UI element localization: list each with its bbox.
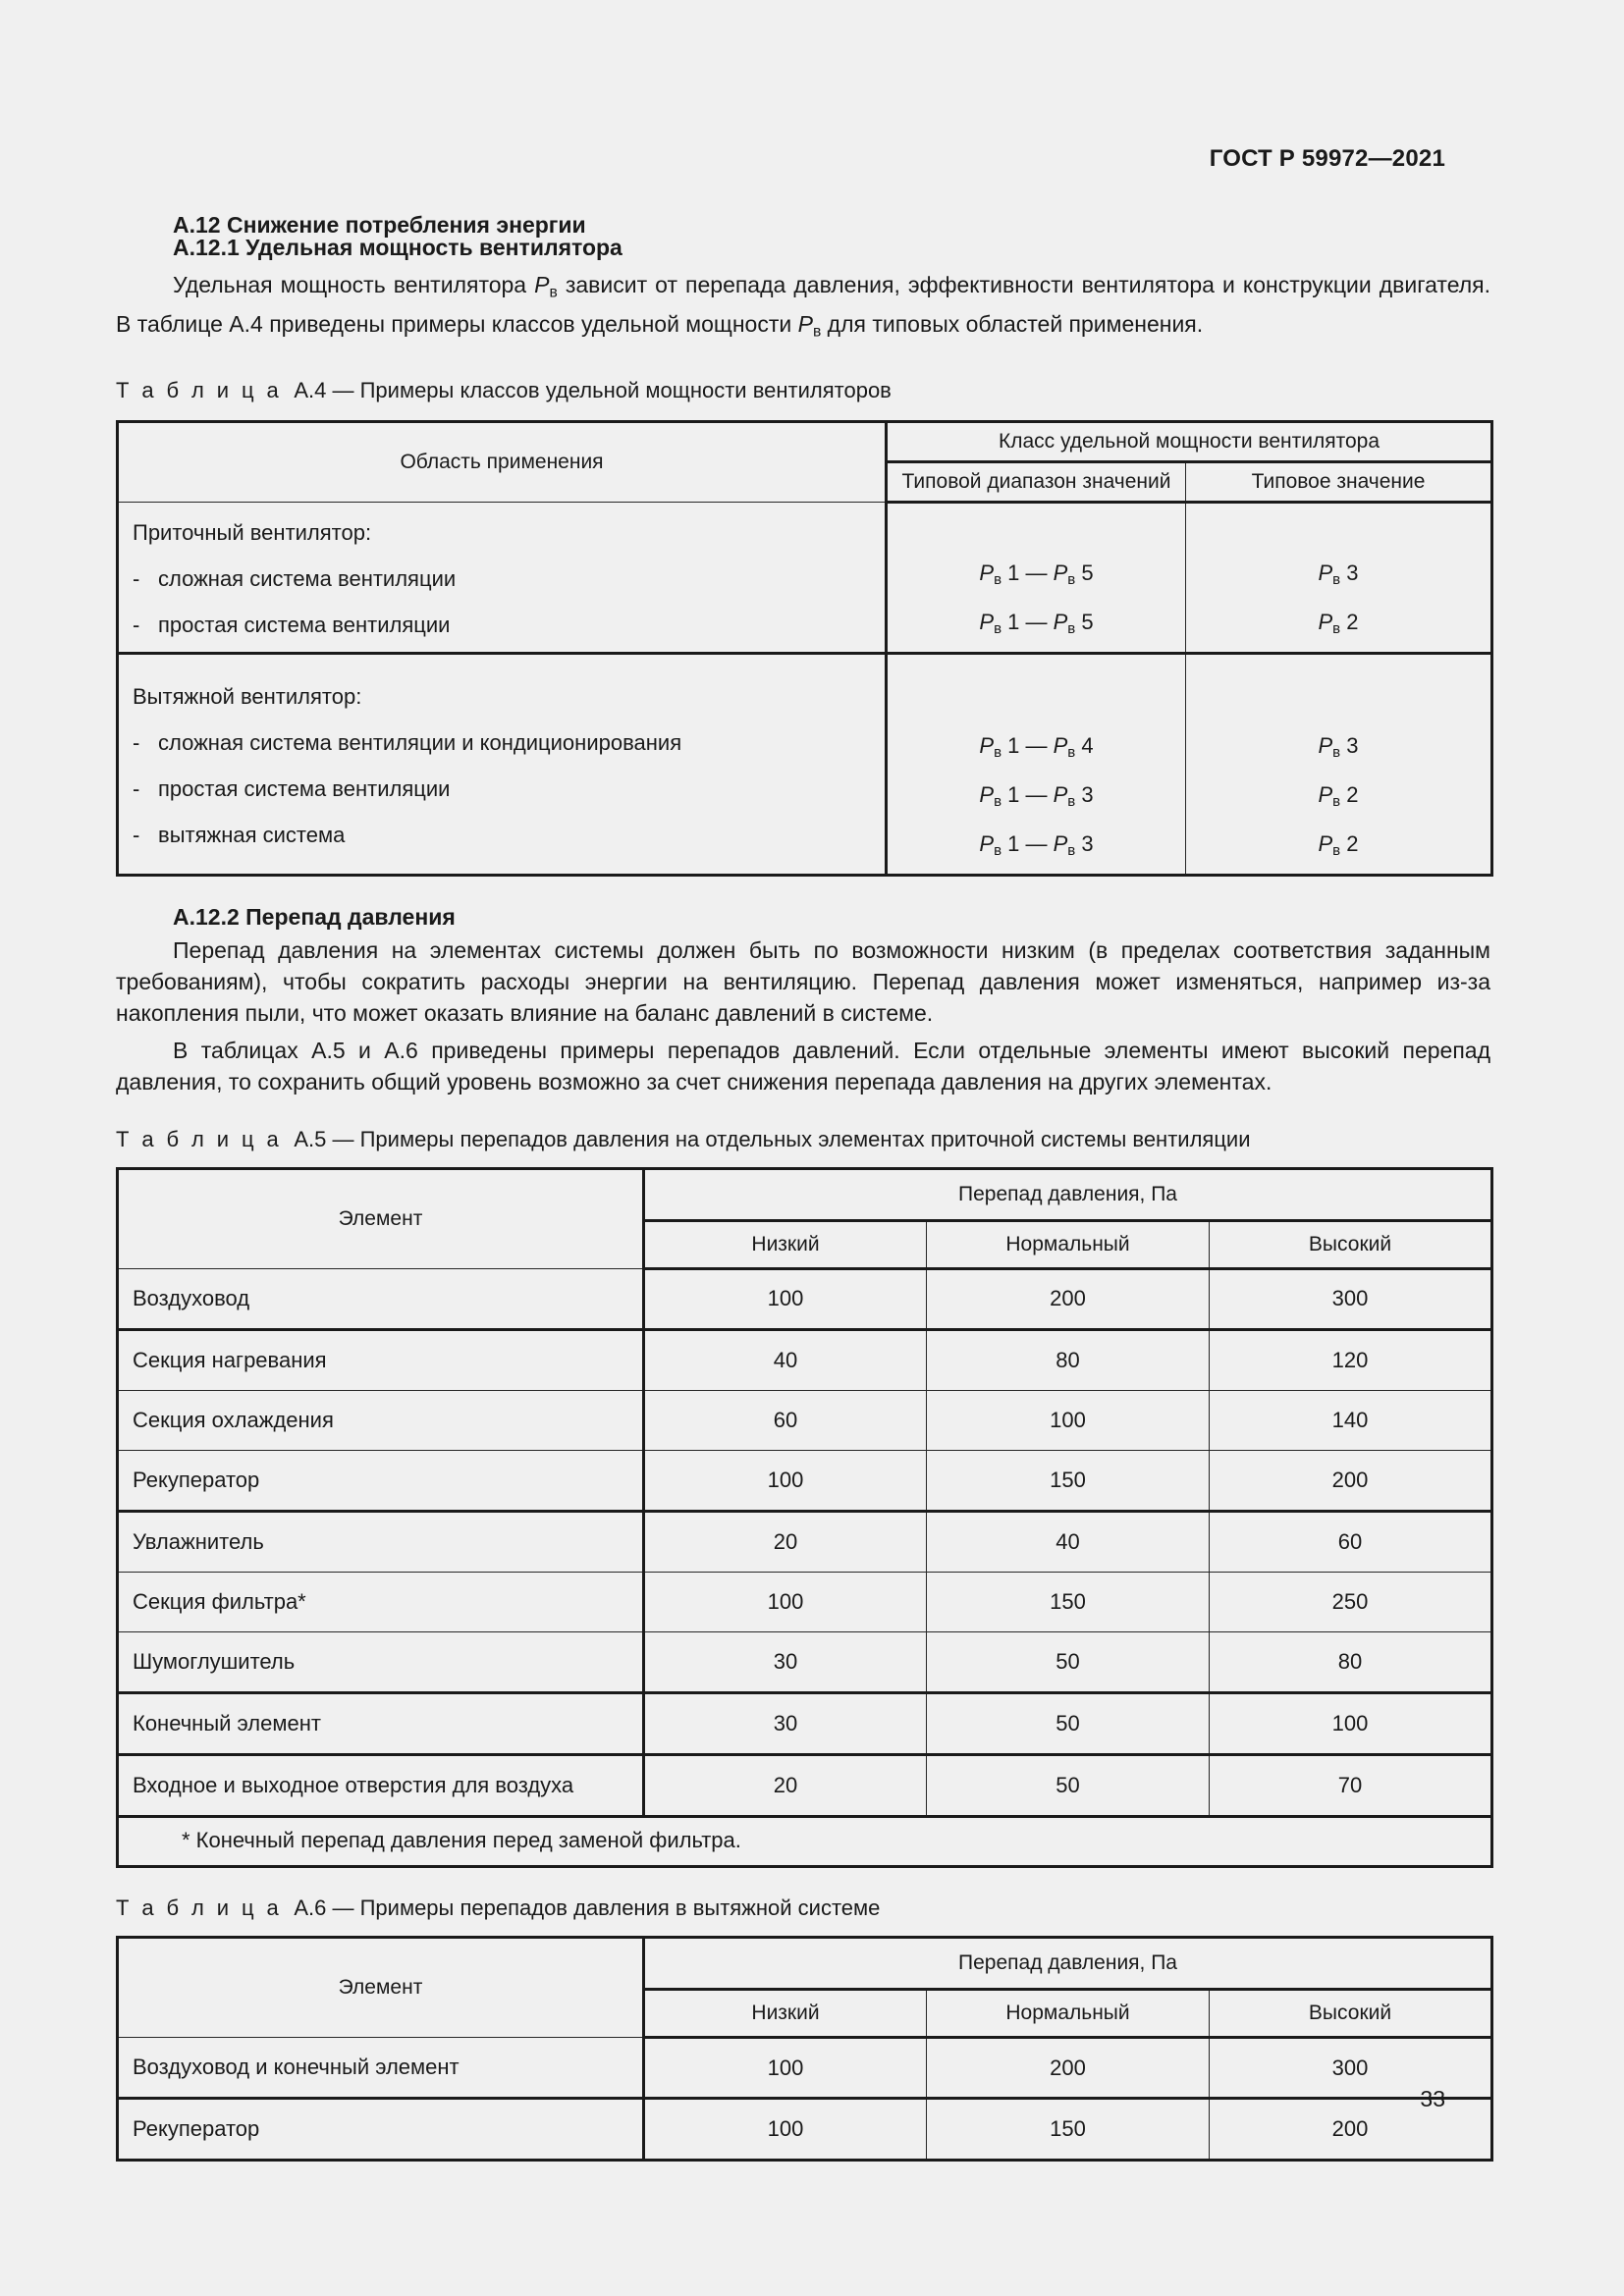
symbol-p-sub-v (1053, 733, 1076, 762)
cell-low: 20 (644, 1754, 927, 1816)
range-end: 3 (1081, 782, 1094, 808)
symbol-base: P (1053, 782, 1068, 808)
range-value (888, 782, 1185, 810)
cell-element: Рекуператор (118, 1450, 644, 1511)
dash-marker: - (133, 775, 140, 801)
range-value (888, 733, 1185, 761)
symbol-base: P (797, 311, 813, 338)
symbol-base: P (979, 733, 995, 759)
cell-high: 70 (1210, 1754, 1492, 1816)
symbol-base: P (979, 560, 995, 585)
symbol-base: P (1053, 560, 1068, 585)
typical-cell-exhaust-fan (1186, 654, 1492, 876)
cell-high: 300 (1210, 2038, 1492, 2099)
range-value (888, 831, 1185, 859)
paragraph-a121 (116, 269, 1490, 348)
cell-normal: 50 (927, 1692, 1210, 1754)
table-footnote: * Конечный перепад давления перед заменой фильтра. (118, 1816, 1492, 1866)
cell-high: 200 (1210, 1450, 1492, 1511)
dash-marker: - (133, 613, 140, 638)
list-item (133, 566, 885, 592)
symbol-p-sub-v (979, 560, 1002, 589)
list-item-label: простая система вентиляции (158, 613, 451, 638)
header-high: Высокий (1210, 1220, 1492, 1268)
dash-marker: - (133, 822, 140, 847)
table-row-footnote (118, 1816, 1492, 1866)
symbol-subscript: в (1332, 620, 1341, 638)
cell-high: 60 (1210, 1511, 1492, 1572)
header-normal: Нормальный (927, 1220, 1210, 1268)
paragraph-a122-1: Перепад давления на элементах системы должен быть по возможности низким (в пределах соответствия заданным требованиям), чтобы сократить расходы энергии на вентиляцию. Перепад давления может изменяться, например из-за накопления пыли, что может оказать влияние на баланс давлений в системе. (116, 936, 1490, 1026)
cell-normal: 150 (927, 2099, 1210, 2161)
cell-high: 80 (1210, 1631, 1492, 1692)
symbol-base: P (979, 831, 995, 857)
range-end: 3 (1081, 831, 1094, 857)
symbol-subscript: в (812, 323, 822, 341)
header-class-group: Класс удельной мощности вентилятора (887, 422, 1492, 462)
range-value (888, 610, 1185, 637)
symbol-base: P (1053, 610, 1068, 635)
symbol-p-sub-v (1053, 610, 1076, 638)
list-item (133, 613, 885, 638)
table-row (118, 1572, 1492, 1631)
caption-table-a5 (116, 1127, 1490, 1151)
typical-number: 3 (1346, 560, 1359, 585)
para-a121-part3: для типовых областей применения. (821, 311, 1204, 338)
table-row-header (118, 422, 1492, 462)
header-typical: Типовое значение (1186, 462, 1492, 503)
standard-reference-header: ГОСТ Р 59972—2021 (1209, 145, 1445, 172)
cell-normal: 150 (927, 1450, 1210, 1511)
range-cell-exhaust-fan (887, 654, 1186, 876)
symbol-p-sub-v (1318, 560, 1341, 589)
cell-high: 250 (1210, 1572, 1492, 1631)
table-a5 (116, 1167, 1493, 1868)
cell-low: 100 (644, 1450, 927, 1511)
symbol-base: P (1053, 733, 1068, 759)
page-content (116, 214, 1490, 2162)
range-start: 1 — (1007, 560, 1054, 585)
cell-element: Воздуховод (118, 1268, 644, 1329)
range-end: 5 (1081, 610, 1094, 635)
cell-low: 100 (644, 1268, 927, 1329)
header-high: Высокий (1210, 1990, 1492, 2038)
symbol-p-sub-v (979, 610, 1002, 638)
range-start: 1 — (1007, 831, 1054, 857)
symbol-p-sub-v (1053, 831, 1076, 860)
header-range: Типовой диапазон значений (887, 462, 1186, 503)
symbol-p-sub-v (979, 782, 1002, 811)
header-low: Низкий (644, 1220, 927, 1268)
symbol-base: P (1318, 610, 1333, 635)
range-start: 1 — (1007, 782, 1054, 808)
list-item (133, 730, 885, 756)
cell-element: Конечный элемент (118, 1692, 644, 1754)
symbol-subscript: в (994, 620, 1002, 638)
cell-low: 40 (644, 1329, 927, 1390)
range-cell-supply-fan (887, 503, 1186, 654)
symbol-base: P (1053, 831, 1068, 857)
symbol-base: P (1318, 831, 1333, 857)
cell-low: 100 (644, 2038, 927, 2099)
para-a121-part1: Удельная мощность вентилятора (173, 272, 535, 297)
header-normal: Нормальный (927, 1990, 1210, 2038)
table-a6 (116, 1936, 1493, 2162)
heading-a122: А.12.2 Перепад давления (173, 903, 456, 930)
group-cell-supply-fan (118, 503, 887, 654)
header-application: Область применения (118, 422, 887, 503)
group-title: Вытяжной вентилятор: (133, 683, 362, 709)
typical-value (1186, 782, 1490, 810)
caption-text: А.5 — Примеры перепадов давления на отдельных элементах приточной системы вентиляции (294, 1126, 1251, 1151)
cell-element: Рекуператор (118, 2099, 644, 2161)
cell-low: 30 (644, 1631, 927, 1692)
symbol-p-sub-v (1053, 560, 1076, 589)
symbol-p-sub-v (1318, 831, 1341, 860)
table-a4 (116, 420, 1493, 877)
symbol-base: P (1318, 782, 1333, 808)
symbol-subscript: в (1332, 571, 1341, 589)
symbol-p-sub-v (1318, 610, 1341, 638)
symbol-p-sub-v (797, 311, 822, 341)
group-title: Приточный вентилятор: (133, 520, 372, 546)
symbol-subscript: в (1332, 744, 1341, 762)
symbol-base: P (534, 272, 550, 297)
symbol-subscript: в (1332, 842, 1341, 860)
page-number: 33 (1420, 2086, 1445, 2111)
typical-number: 2 (1346, 610, 1359, 635)
symbol-p-sub-v (534, 272, 558, 301)
header-pressure-drop-group: Перепад давления, Па (644, 1938, 1492, 1990)
cell-normal: 50 (927, 1754, 1210, 1816)
symbol-base: P (979, 782, 995, 808)
cell-element: Секция нагревания (118, 1329, 644, 1390)
symbol-base: P (1318, 733, 1333, 759)
table-row (118, 1511, 1492, 1572)
table-row (118, 1631, 1492, 1692)
symbol-subscript: в (1332, 793, 1341, 811)
typical-value (1186, 733, 1490, 761)
range-value (888, 561, 1185, 588)
heading-a121: А.12.1 Удельная мощность вентилятора (173, 235, 623, 260)
caption-text: А.4 — Примеры классов удельной мощности вентиляторов (294, 377, 892, 402)
symbol-base: P (979, 610, 995, 635)
cell-low: 30 (644, 1692, 927, 1754)
cell-high: 140 (1210, 1390, 1492, 1450)
table-row-header (118, 1938, 1492, 1990)
list-item (133, 776, 885, 802)
symbol-subscript: в (1067, 620, 1076, 638)
cell-normal: 200 (927, 1268, 1210, 1329)
header-low: Низкий (644, 1990, 927, 2038)
table-row (118, 503, 1492, 654)
caption-text: А.6 — Примеры перепадов давления в вытяжной системе (294, 1895, 881, 1920)
typical-number: 2 (1346, 831, 1359, 857)
caption-table-a4 (116, 378, 1490, 402)
table-row (118, 1754, 1492, 1816)
range-start: 1 — (1007, 733, 1054, 759)
cell-normal: 40 (927, 1511, 1210, 1572)
table-row (118, 654, 1492, 876)
cell-element: Шумоглушитель (118, 1631, 644, 1692)
cell-normal: 50 (927, 1631, 1210, 1692)
cell-element: Увлажнитель (118, 1511, 644, 1572)
cell-normal: 150 (927, 1572, 1210, 1631)
cell-element: Воздуховод и конечный элемент (118, 2038, 644, 2099)
caption-table-a6 (116, 1896, 1490, 1920)
typical-cell-supply-fan (1186, 503, 1492, 654)
list-item-label: сложная система вентиляции (158, 566, 457, 592)
heading-a12: А.12 Снижение потребления энергии (173, 212, 586, 238)
cell-high: 300 (1210, 1268, 1492, 1329)
symbol-subscript: в (994, 842, 1002, 860)
symbol-subscript: в (994, 744, 1002, 762)
header-element: Элемент (118, 1938, 644, 2038)
typical-value (1186, 610, 1490, 637)
cell-low: 100 (644, 2099, 927, 2161)
cell-low: 20 (644, 1511, 927, 1572)
para-a121-part2: зависит от перепада давления, эффективности вентилятора и конструкции двигателя. В таблице А.4 приведены примеры классов удельной мощности (116, 272, 1490, 338)
caption-label: Т а б л и ц а (116, 1895, 283, 1920)
cell-element: Секция фильтра* (118, 1572, 644, 1631)
symbol-subscript: в (1067, 571, 1076, 589)
range-end: 5 (1081, 560, 1094, 585)
symbol-subscript: в (1067, 744, 1076, 762)
list-item-label: простая система вентиляции (158, 775, 451, 801)
cell-high: 120 (1210, 1329, 1492, 1390)
cell-high: 100 (1210, 1692, 1492, 1754)
range-start: 1 — (1007, 610, 1054, 635)
table-row (118, 2038, 1492, 2099)
symbol-subscript: в (549, 284, 558, 301)
typical-number: 2 (1346, 782, 1359, 808)
symbol-p-sub-v (1318, 782, 1341, 811)
cell-element: Входное и выходное отверстия для воздуха (118, 1754, 644, 1816)
cell-low: 60 (644, 1390, 927, 1450)
caption-label: Т а б л и ц а (116, 377, 283, 402)
symbol-subscript: в (1067, 793, 1076, 811)
cell-normal: 80 (927, 1329, 1210, 1390)
header-pressure-drop-group: Перепад давления, Па (644, 1168, 1492, 1220)
cell-normal: 200 (927, 2038, 1210, 2099)
symbol-p-sub-v (1318, 733, 1341, 762)
typical-value (1186, 831, 1490, 859)
header-element: Элемент (118, 1168, 644, 1268)
group-item-list (133, 566, 885, 638)
list-item-label: вытяжная система (158, 822, 346, 847)
symbol-p-sub-v (979, 831, 1002, 860)
cell-element: Секция охлаждения (118, 1390, 644, 1450)
caption-label: Т а б л и ц а (116, 1126, 283, 1151)
dash-marker: - (133, 729, 140, 755)
symbol-p-sub-v (1053, 782, 1076, 811)
cell-high: 200 (1210, 2099, 1492, 2161)
typical-number: 3 (1346, 733, 1359, 759)
table-row (118, 1268, 1492, 1329)
range-end: 4 (1081, 733, 1094, 759)
table-row (118, 1692, 1492, 1754)
typical-value (1186, 561, 1490, 588)
dash-marker: - (133, 566, 140, 592)
symbol-p-sub-v (979, 733, 1002, 762)
table-row (118, 1390, 1492, 1450)
paragraph-a122-2: В таблицах А.5 и А.6 приведены примеры перепадов давлений. Если отдельные элементы имеют высокий перепад давления, то сохранить общий уровень возможно за счет снижения перепада давления на других элементах. (116, 1037, 1490, 1095)
cell-low: 100 (644, 1572, 927, 1631)
symbol-base: P (1318, 560, 1333, 585)
table-row-header (118, 1168, 1492, 1220)
group-cell-exhaust-fan (118, 654, 887, 876)
group-item-list (133, 730, 885, 848)
list-item (133, 823, 885, 848)
symbol-subscript: в (1067, 842, 1076, 860)
symbol-subscript: в (994, 793, 1002, 811)
table-row (118, 1450, 1492, 1511)
list-item-label: сложная система вентиляции и кондиционирования (158, 729, 682, 755)
table-row (118, 2099, 1492, 2161)
symbol-subscript: в (994, 571, 1002, 589)
table-row (118, 1329, 1492, 1390)
cell-normal: 100 (927, 1390, 1210, 1450)
